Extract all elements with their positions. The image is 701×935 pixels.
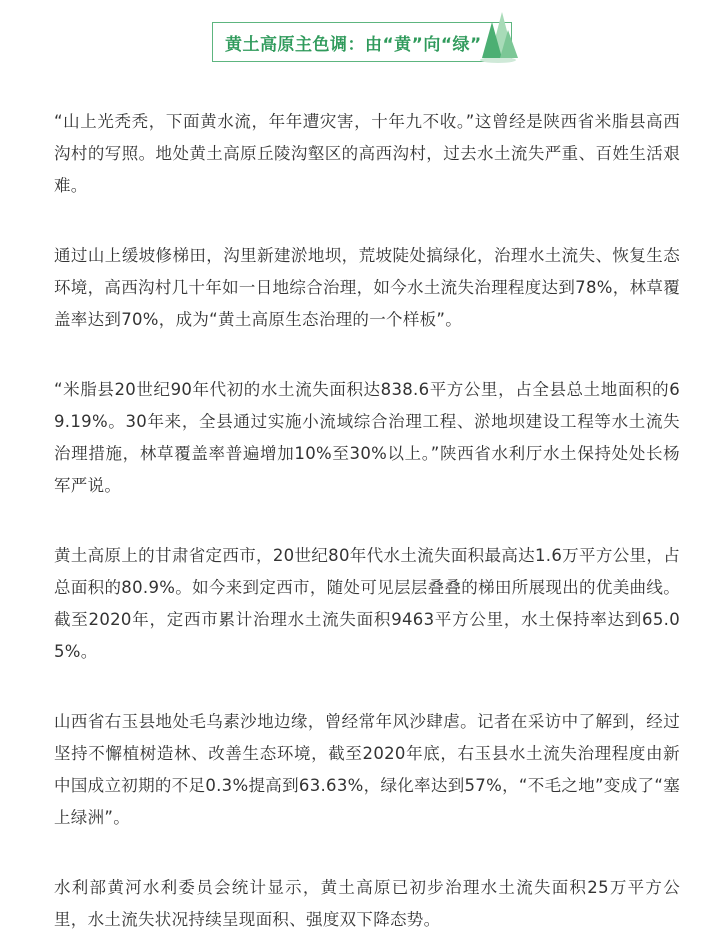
section-title: 黄土高原主色调：由“黄”向“绿”: [225, 34, 482, 55]
paragraph-5: 山西省右玉县地处毛乌素沙地边缘，曾经常年风沙肆虐。记者在采访中了解到，经过坚持不懈植树造林、改善生态环境，截至2020年底，右玉县水土流失治理程度由新中国成立初期的不足0.3%提高到63.63%，绿化率达到57%，“不毛之地”变成了“塞上绿洲”。: [54, 712, 680, 827]
paragraph-4: 黄土高原上的甘肃省定西市，20世纪80年代水土流失面积最高达1.6万平方公里，占总面积的80.9%。如今来到定西市，随处可见层层叠叠的梯田所展现出的优美曲线。截至2020年，定西市累计治理水土流失面积9463平方公里，水土保持率达到65.05%。: [54, 546, 680, 661]
title-box: [212, 22, 512, 62]
header: [0, 22, 701, 68]
paragraph-2: 通过山上缓坡修梯田，沟里新建淤地坝，荒坡陡处搞绿化，治理水土流失、恢复生态环境，高西沟村几十年如一日地综合治理，如今水土流失治理程度达到78%，林草覆盖率达到70%，成为“黄土高原生态治理的一个样板”。: [54, 246, 680, 329]
paragraph-1: “山上光秃秃，下面黄水流，年年遭灾害，十年九不收。”这曾经是陕西省米脂县高西沟村的写照。地处黄土高原丘陵沟壑区的高西沟村，过去水土流失严重、百姓生活艰难。: [54, 112, 680, 195]
paragraph-3: “米脂县20世纪90年代初的水土流失面积达838.6平方公里，占全县总土地面积的69.19%。30年来，全县通过实施小流域综合治理工程、淤地坝建设工程等水土流失治理措施，林草覆盖率普遍增加10%至30%以上。”陕西省水利厅水土保持处处长杨军严说。: [54, 380, 680, 495]
article-body: [54, 106, 680, 935]
paragraph-6: 水利部黄河水利委员会统计显示，黄土高原已初步治理水土流失面积25万平方公里，水土流失状况持续呈现面积、强度双下降态势。: [54, 878, 680, 929]
pine-tree-icon: [476, 8, 520, 66]
